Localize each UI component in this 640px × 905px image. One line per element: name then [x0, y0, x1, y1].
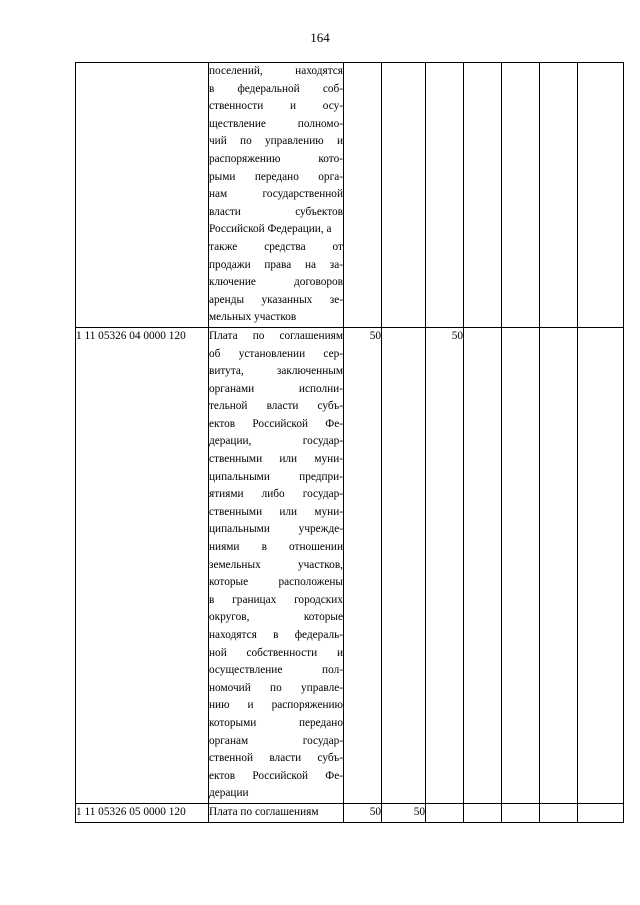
table-body [76, 63, 624, 823]
description-line: земельных участков, [209, 558, 343, 571]
description-line: Плата по соглашениям [209, 329, 343, 342]
income-description-cell [209, 803, 344, 822]
value-cell [502, 327, 540, 803]
value-cell [578, 803, 624, 822]
description-line: ственной власти субъ- [209, 752, 343, 765]
description-line: тельной власти субъ- [209, 400, 343, 413]
description-line: ной собственности и [209, 646, 343, 659]
description-line: поселений, находятся [209, 65, 343, 77]
description-line: дерации [209, 787, 249, 800]
description-line: округов, которые [209, 611, 343, 624]
description-line: ственными или муни- [209, 453, 343, 466]
description-line: продажи права на за- [209, 258, 343, 271]
value-cell [344, 63, 382, 328]
description-line: ственными или муни- [209, 505, 343, 518]
description-line: мельных участков [209, 311, 297, 324]
description-line: ключение договоров [209, 276, 343, 289]
description-line: в федеральной соб- [209, 82, 343, 95]
description-line: ектов Российской Фе- [209, 417, 343, 430]
budget-table [75, 62, 624, 823]
value-cell [382, 327, 426, 803]
value-cell: 50 [344, 803, 382, 822]
value-cell [540, 327, 578, 803]
value-cell [426, 803, 464, 822]
table-row [76, 327, 624, 803]
value-cell [382, 63, 426, 328]
description-line: которыми передано [209, 716, 343, 729]
description-line: номочий по управле- [209, 681, 343, 694]
description-line: органам государ- [209, 734, 343, 747]
description-line: чий по управлению и [209, 135, 343, 148]
description-line: в границах городских [209, 593, 343, 606]
description-line: распоряжению кото- [209, 152, 343, 165]
page-number: 164 [310, 30, 330, 45]
description-line: рыми передано орга- [209, 170, 343, 183]
description-line: ципальными учрежде- [209, 523, 343, 536]
value-cell [464, 63, 502, 328]
value-cell [502, 63, 540, 328]
description-line: об установлении сер- [209, 347, 343, 360]
description-line: нию и распоряжению [209, 699, 343, 712]
description-line: ектов Российской Фе- [209, 769, 343, 782]
description-line: ществление полномо- [209, 117, 343, 130]
description-line: также средства от [209, 240, 343, 253]
description-line: ниями в отношении [209, 541, 343, 554]
income-code-cell: 1 11 05326 04 0000 120 [76, 327, 209, 803]
value-cell [464, 327, 502, 803]
description-line: которые расположены [209, 576, 343, 589]
income-code-cell [76, 63, 209, 328]
value-cell [502, 803, 540, 822]
description-line: ственности и осу- [209, 100, 343, 113]
description-line: аренды указанных зе- [209, 293, 343, 306]
value-cell: 50 [382, 803, 426, 822]
value-cell [540, 63, 578, 328]
description-line: дерации, государ- [209, 435, 343, 448]
value-cell [464, 803, 502, 822]
description-line: осуществление пол- [209, 664, 343, 677]
income-code-cell: 1 11 05326 05 0000 120 [76, 803, 209, 822]
table-row [76, 63, 624, 328]
description-line: находятся в федераль- [209, 629, 343, 641]
description-line: ципальными предпри- [209, 470, 343, 483]
description-line: нам государственной [209, 188, 343, 201]
description-line: органами исполни- [209, 382, 343, 395]
description-line: витута, заключенным [209, 365, 343, 378]
value-cell [426, 63, 464, 328]
income-description-cell [209, 327, 344, 803]
description-line: власти субъектов Российской Федерации, а [209, 205, 343, 236]
table-row [76, 803, 624, 822]
value-cell: 50 [426, 327, 464, 803]
description-line: ятиями либо государ- [209, 488, 343, 501]
value-cell [578, 63, 624, 328]
value-cell [578, 327, 624, 803]
value-cell: 50 [344, 327, 382, 803]
income-description-cell [209, 63, 344, 328]
description-line: Плата по соглашениям [209, 805, 319, 818]
value-cell [540, 803, 578, 822]
